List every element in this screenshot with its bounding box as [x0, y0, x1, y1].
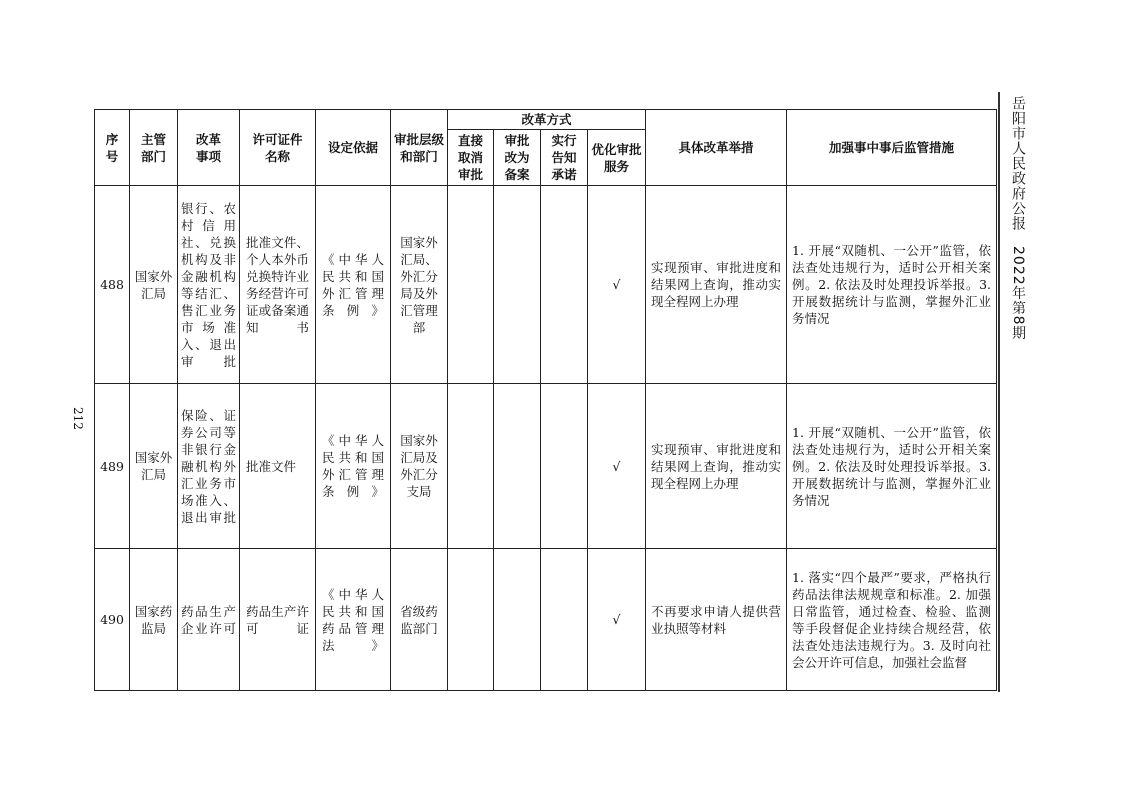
cell-seq: 490 [95, 549, 130, 691]
cell-measures: 实现预审、审批进度和结果网上查询，推动实现全程网上办理 [646, 186, 787, 384]
cell-method-notify [541, 186, 588, 384]
cell-item: 保险、证券公司等非银行金融机构外汇业务市场准入、退出审批 [178, 384, 240, 549]
header-item: 改革事项 [178, 110, 240, 186]
cell-method-record [494, 384, 541, 549]
table-row [95, 384, 997, 549]
header-method-record: 审批改为备案 [494, 130, 541, 186]
cell-level: 省级药监部门 [391, 549, 448, 691]
cell-seq: 489 [95, 384, 130, 549]
cell-permit: 批准文件 [240, 384, 316, 549]
cell-seq: 488 [95, 186, 130, 384]
cell-level: 国家外汇局及外汇分支局 [391, 384, 448, 549]
spine-rule [998, 92, 1000, 692]
page-number: 212 [71, 407, 85, 430]
reform-table [94, 109, 997, 691]
cell-method-cancel [448, 186, 494, 384]
cell-measures: 实现预审、审批进度和结果网上查询，推动实现全程网上办理 [646, 384, 787, 549]
journal-header [1004, 96, 1028, 341]
cell-method-record [494, 186, 541, 384]
cell-method-notify [541, 549, 588, 691]
header-measures: 具体改革举措 [646, 110, 787, 186]
journal-issue: 2022年第8期 [1010, 246, 1026, 341]
cell-method-optimize: √ [588, 384, 646, 549]
header-permit: 许可证件名称 [240, 110, 316, 186]
table-row [95, 549, 997, 691]
header-basis: 设定依据 [316, 110, 391, 186]
cell-basis: 《中华人民共和国药品管理法》 [316, 549, 391, 691]
cell-supervision: 1. 落实“四个最严”要求，严格执行药品法律法规规章和标准。2. 加强日常监管，通过检查、检验、监测等手段督促企业持续合规经营，依法查处违法违规行为。3. 及时向社会公开许可信息，加强社会监督 [787, 549, 997, 691]
cell-measures: 不再要求申请人提供营业执照等材料 [646, 549, 787, 691]
cell-supervision: 1. 开展“双随机、一公开”监管，依法查处违规行为，适时公开相关案例。2. 依法及时处理投诉举报。3. 开展数据统计与监测，掌握外汇业务情况 [787, 186, 997, 384]
cell-item: 药品生产企业许可 [178, 549, 240, 691]
cell-method-notify [541, 384, 588, 549]
header-method-cancel: 直接取消审批 [448, 130, 494, 186]
cell-method-cancel [448, 549, 494, 691]
cell-dept: 国家外汇局 [130, 384, 178, 549]
cell-item: 银行、农村信用社、兑换机构及非金融机构等结汇、售汇业务市场准入、退出审批 [178, 186, 240, 384]
header-supervision: 加强事中事后监管措施 [787, 110, 997, 186]
header-method-group: 改革方式 [448, 110, 646, 130]
header-method-optimize: 优化审批服务 [588, 130, 646, 186]
header-method-notify: 实行告知承诺 [541, 130, 588, 186]
header-dept: 主管部门 [130, 110, 178, 186]
cell-dept: 国家药监局 [130, 549, 178, 691]
cell-permit: 批准文件、个人本外币兑换特许业务经营许可证或备案通知书 [240, 186, 316, 384]
header-level: 审批层级和部门 [391, 110, 448, 186]
cell-method-cancel [448, 384, 494, 549]
cell-method-optimize: √ [588, 549, 646, 691]
cell-dept: 国家外汇局 [130, 186, 178, 384]
cell-basis: 《中华人民共和国外汇管理条例》 [316, 186, 391, 384]
cell-supervision: 1. 开展“双随机、一公开”监管，依法查处违规行为，适时公开相关案例。2. 依法及时处理投诉举报。3. 开展数据统计与监测，掌握外汇业务情况 [787, 384, 997, 549]
cell-basis: 《中华人民共和国外汇管理条例》 [316, 384, 391, 549]
table-row [95, 186, 997, 384]
cell-permit: 药品生产许可证 [240, 549, 316, 691]
header-seq: 序号 [95, 110, 130, 186]
cell-method-optimize: √ [588, 186, 646, 384]
cell-method-record [494, 549, 541, 691]
cell-level: 国家外汇局、外汇分局及外汇管理部 [391, 186, 448, 384]
journal-title: 岳阳市人民政府公报 [1010, 96, 1026, 231]
